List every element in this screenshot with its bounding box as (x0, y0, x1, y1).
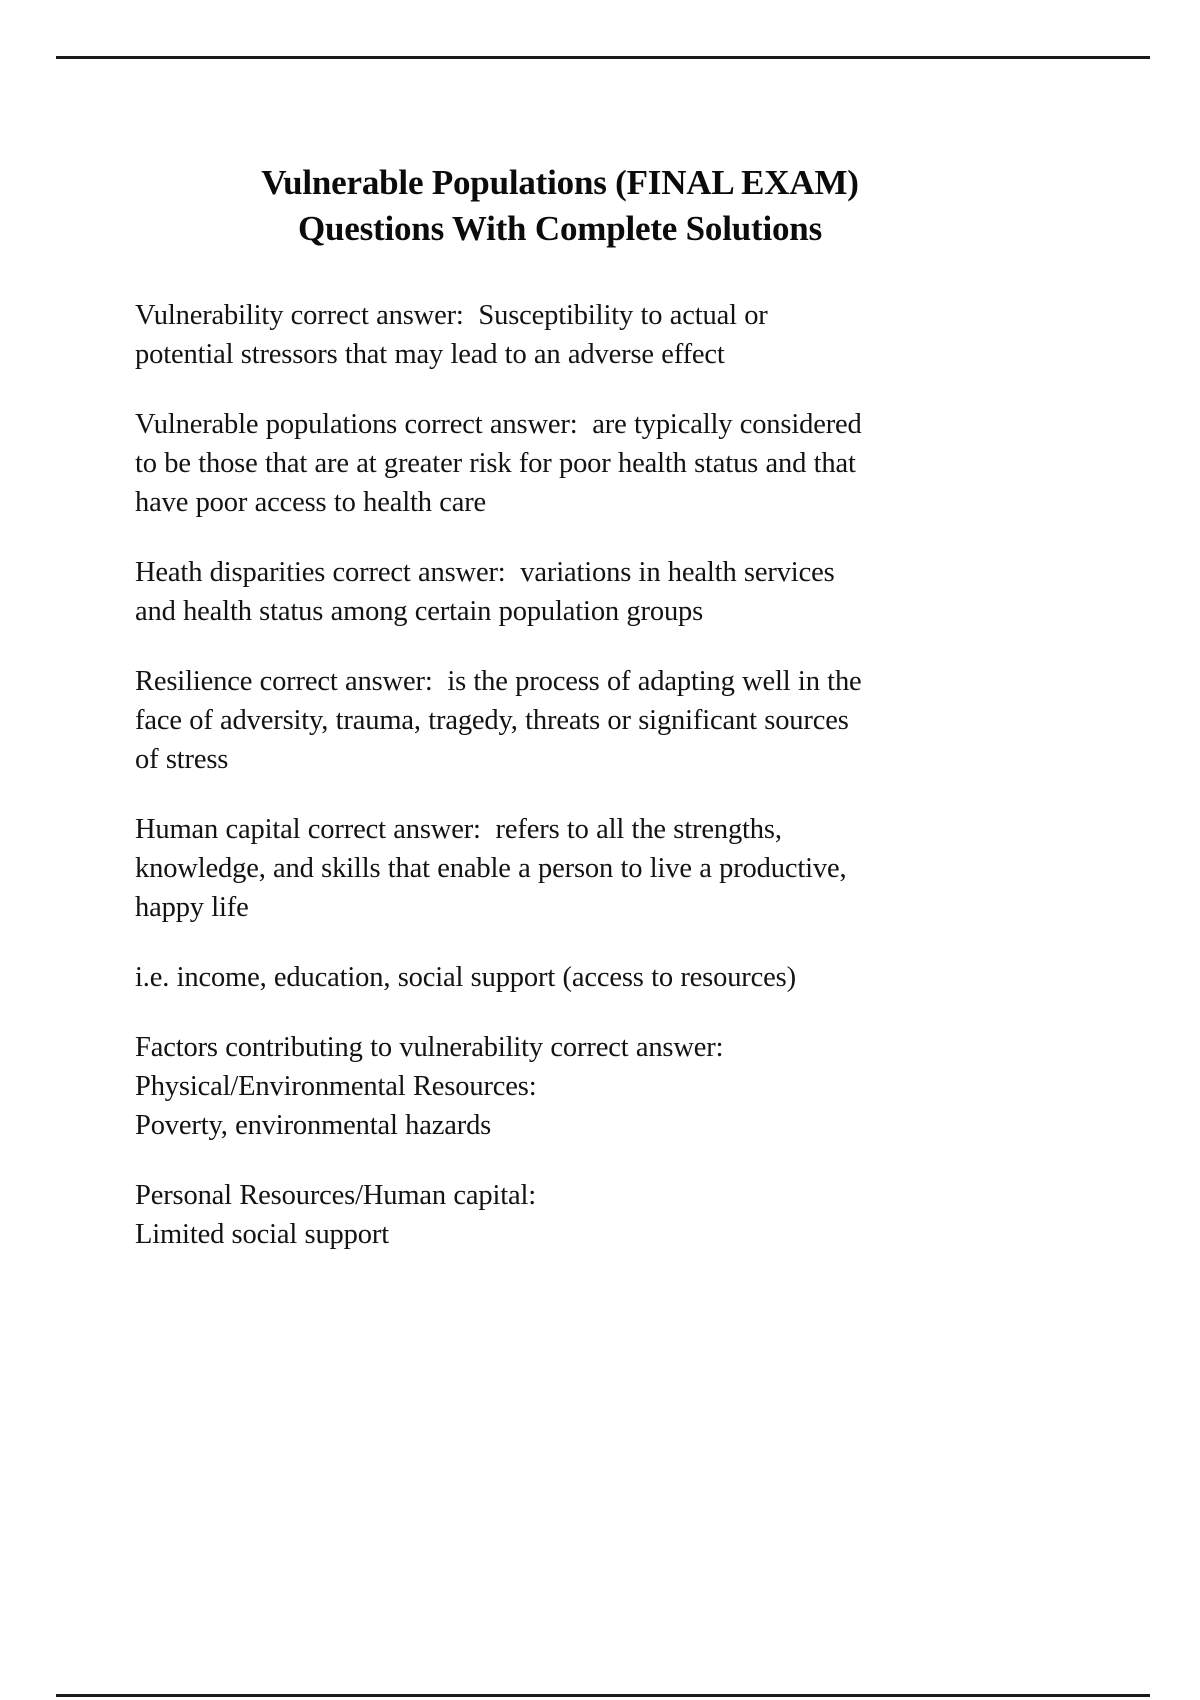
qa-line: and health status among certain population groups (135, 596, 704, 627)
qa-block-vulnerability (135, 296, 1015, 374)
page-bottom-rule (56, 1694, 1150, 1697)
page-title-line-2: Questions With Complete Solutions (297, 209, 822, 248)
qa-block-heath-disparities (135, 553, 1015, 631)
page-top-rule (56, 56, 1150, 59)
qa-line: of stress (135, 744, 229, 775)
qa-line: Vulnerability correct answer: Susceptibility to actual or (135, 300, 768, 331)
qa-block-human-capital-examples (135, 958, 1015, 997)
qa-block-vulnerable-populations (135, 405, 1015, 522)
qa-line: Poverty, environmental hazards (135, 1110, 492, 1141)
qa-line: Personal Resources/Human capital: (135, 1180, 537, 1211)
qa-line: Resilience correct answer: is the process of adapting well in the (135, 666, 862, 697)
qa-line: Human capital correct answer: refers to all the strengths, (135, 814, 782, 845)
qa-line: face of adversity, trauma, tragedy, threats or significant sources (135, 705, 849, 736)
qa-line: i.e. income, education, social support (access to resources) (135, 962, 796, 993)
qa-line: Vulnerable populations correct answer: are typically considered (135, 409, 862, 440)
document-body (135, 160, 1015, 1254)
qa-line: potential stressors that may lead to an adverse effect (135, 339, 725, 370)
qa-block-resilience (135, 662, 1015, 779)
qa-line: have poor access to health care (135, 487, 487, 518)
page-title (130, 160, 990, 252)
qa-line: happy life (135, 892, 249, 923)
qa-line: Limited social support (135, 1219, 389, 1250)
qa-line: Heath disparities correct answer: variations in health services (135, 557, 835, 588)
qa-line: knowledge, and skills that enable a person to live a productive, (135, 853, 847, 884)
qa-block-personal-resources (135, 1176, 1015, 1254)
qa-line: Physical/Environmental Resources: (135, 1071, 537, 1102)
qa-line: to be those that are at greater risk for poor health status and that (135, 448, 856, 479)
page-title-line-1: Vulnerable Populations (FINAL EXAM) (261, 163, 859, 202)
qa-line: Factors contributing to vulnerability correct answer: (135, 1032, 724, 1063)
qa-block-human-capital (135, 810, 1015, 927)
qa-block-factors-contributing-to-vulnerability (135, 1028, 1015, 1145)
